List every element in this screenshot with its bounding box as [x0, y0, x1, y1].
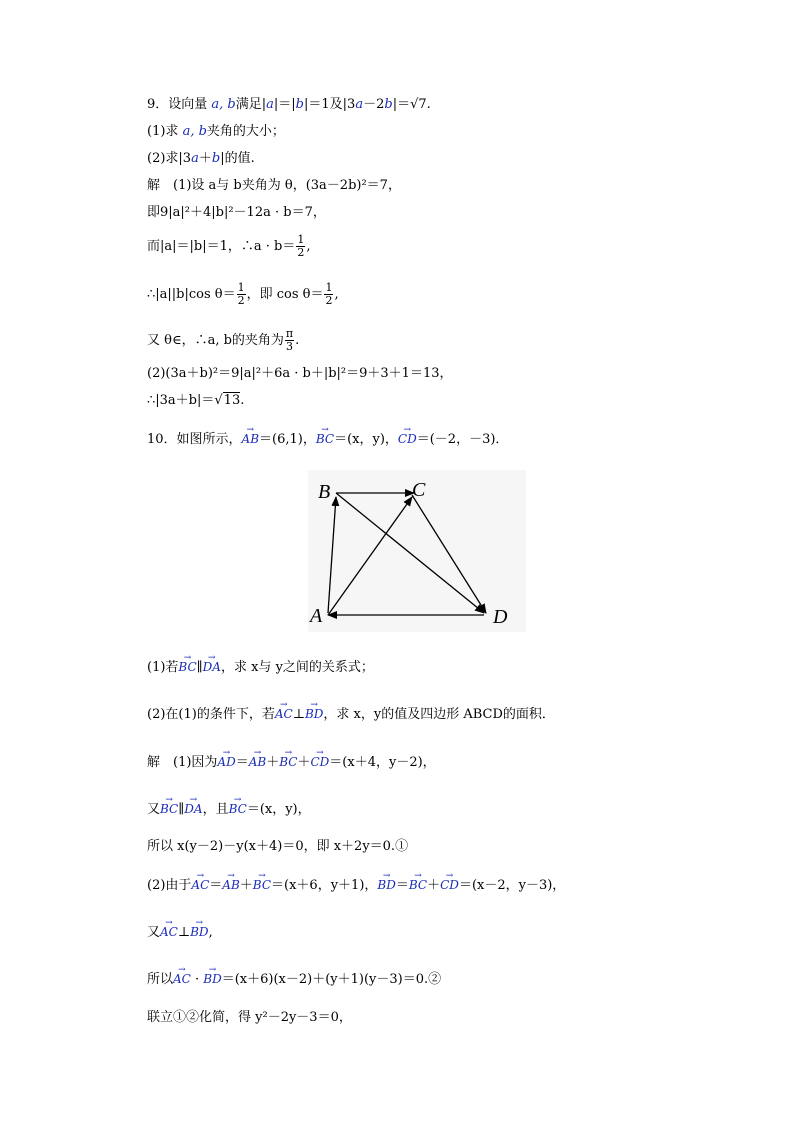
problem10-answer-line3: 所以 x(y－2)－y(x＋4)＝0，即 x＋2y＝0.①	[147, 839, 409, 854]
problem9-solution-line2: 即9|a|²＋4|b|²－12a · b＝7，	[147, 205, 326, 220]
quadrilateral-diagram	[308, 470, 526, 632]
problem9-question2: (2)求|3a＋b|的值.	[147, 151, 255, 166]
problem10-question1: (1)若→ BC∥→ DA，求 x与 y之间的关系式；	[147, 659, 374, 676]
label-d: D	[493, 606, 508, 628]
problem9-solution-line3: 而|a|＝|b|＝1，∴a · b＝ $\frac{1}{2}$ ,	[147, 233, 311, 259]
problem9-solution-line4: ∴|a||b|cos θ＝ $\frac{1}{2}$ ，即 cos θ＝ $\frac{1}{2}$ ,	[147, 281, 339, 307]
vector-bd	[336, 493, 484, 613]
label-b: B	[318, 481, 331, 503]
problem10-answer-line1: 解 (1)因为→ AD＝→ AB＋→ BC＋→ CD＝(x＋4，y－2)，	[147, 754, 436, 771]
problem10-answer-line7: 联立①②化简，得 y²－2y－3＝0，	[147, 1010, 352, 1025]
problem10-answer-line5: 又→ AC⊥→ BD,	[147, 924, 213, 941]
fraction: $\frac{1}{2}$	[237, 281, 245, 307]
problem9-solution-line1: 解 (1)设 a与 b夹角为 θ，(3a－2b)²＝7，	[147, 178, 401, 193]
label-a: A	[310, 605, 323, 627]
vector-cd	[412, 495, 486, 613]
problem9-solution-line7: ∴|3a＋b|＝√13.	[147, 393, 245, 408]
problem9-question1: (1)求 a, b夹角的大小；	[147, 124, 285, 139]
problem9-solution-line5: 又 θ∈，∴a, b的夹角为 $\frac{\pi}{3}$ .	[147, 327, 300, 353]
problem10-title: 10．如图所示，→ AB＝(6,1)，→ BC＝(x，y)，→ CD＝(－2，－3)．	[147, 431, 508, 448]
fraction: $\frac{1}{2}$	[297, 233, 305, 259]
problem10-answer-line6: 所以→ AC · → BD＝(x＋6)(x－2)＋(y＋1)(y－3)＝0.②	[147, 971, 441, 988]
problem10-answer-line4: (2)由于→ AC＝→ AB＋→ BC＝(x＋6，y＋1)，→ BD＝→ BC＋→ CD＝(x－2，y－3)，	[147, 877, 565, 894]
fraction: $\frac{1}{2}$	[325, 281, 333, 307]
problem9-title: 9．设向量 a, b满足|a|＝|b|＝1及|3a－2b|＝√7.	[147, 97, 431, 112]
vector-ac	[328, 497, 412, 615]
problem10-question2: (2)在(1)的条件下，若→ AC⊥→ BD，求 x，y的值及四边形 ABCD的面积．	[147, 706, 555, 723]
quadrilateral-svg	[308, 470, 526, 632]
fraction: $\frac{\pi}{3}$	[285, 327, 294, 353]
label-c: C	[412, 479, 426, 501]
problem9-solution-line6: (2)(3a＋b)²＝9|a|²＋6a · b＋|b|²＝9＋3＋1＝13，	[147, 366, 453, 381]
vector-ab	[328, 497, 336, 613]
problem10-answer-line2: 又→ BC∥→ DA，且→ BC＝(x，y)，	[147, 801, 311, 818]
